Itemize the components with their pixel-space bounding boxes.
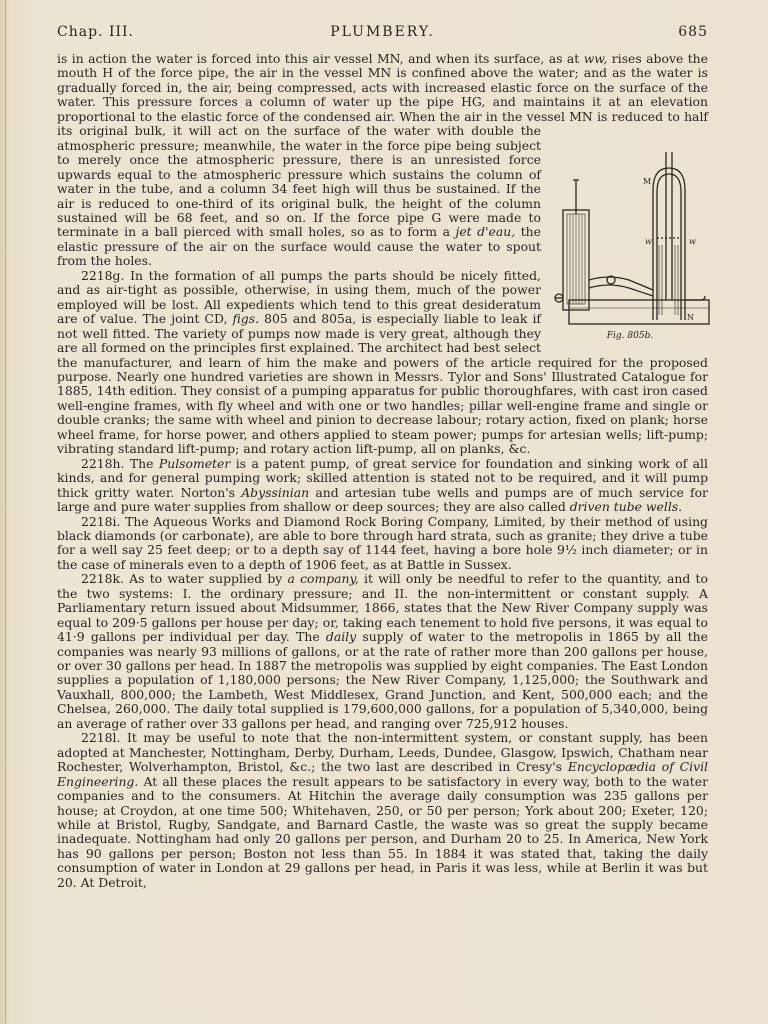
label-w-left: w (645, 237, 652, 247)
figure-caption: Fig. 805b. (606, 330, 654, 341)
label-w-right: w (689, 237, 696, 247)
running-header (57, 24, 708, 42)
paragraph-2218k: 2218k. As to water supplied by a company, it will only be needful to refer to the quantity, and to the two systems: I. the ordinary pressure; and II. the non-intermittent or constant supply. A Parliamentary return issued about Midsummer, 1866, states that the New River Company supply was equal to 209·5 gallons per house per day; or, taking each tenement to hold five persons, it was equal to 41·9 gallons per individual per day. The daily supply of water to the metropolis in 1865 by all the companies was nearly 93 millions of gallons, or at the rate of rather more than 200 gallons per house, or over 30 gallons per head. In 1887 the metropolis was supplied by eight companies. The East London supplies a population of 1,180,000 persons; the New River Company, 1,125,000; the Southwark and Vauxhall, 800,000; the Lambeth, West Middlesex, Grand Junction, and Kent, 500,000 each; and the Chelsea, 260,000. The daily total supplied is 179,600,000 gallons, for a population of 5,340,000, being an average of rather over 33 gallons per head, and ranging over 725,912 houses. (57, 571, 708, 731)
paragraph-2218i: 2218i. The Aqueous Works and Diamond Rock Boring Company, Limited, by their method of using black diamonds (or carbonate), are able to bore through hard strata, such as granite; they drive a tube for a well say 25 feet deep; or to a depth say of 1144 feet, having a bore hole 9½ inch diameter; or in the case of minerals even to a depth of 1906 feet, as at Battle in Sussex. (57, 513, 708, 572)
paragraph-2218l: 2218l. It may be useful to note that the non-intermittent system, or constant supply, has been adopted at Manchester, Nottingham, Derby, Durham, Leeds, Dundee, Glasgow, Ipswich, Chatham near Rochester, Wolverhampton, Bristol, &c.; the two last are described in Cresy's Encyclopædia of Civil Engineering. At all these places the result appears to be satisfactory in every way, both to the water companies and to the consumers. At Hitchin the average daily consumption was 235 gallons per house; at Croydon, at one time 500; Whitehaven, 250, or 50 per person; York about 200; Exeter, 120; while at Bristol, Rugby, Sandgate, and Barnard Castle, the waste was so great the supply became inadequate. Nottingham had only 20 gallons per person, and Durham 20 to 25. In America, New York has 90 gallons per person; Boston not less than 55. In 1884 it was stated that, taking the daily consumption of water in London at 29 gallons per head, in Paris it was less, while at Berlin it was but 20. At Detroit, (57, 730, 709, 890)
label-n: N (687, 313, 694, 323)
paragraph-2218h: 2218h. The Pulsometer is a patent pump, of great service for foundation and sinking work of all kinds, and for general pumping work; skilled attention is stated not to be required, and it will pump thick gritty water. Norton's Abyssinian and artesian tube wells and pumps are of much service for large and pure water supplies from shallow or deep sources; they are also called driven tube wells. (57, 455, 708, 515)
page-body (57, 52, 708, 890)
running-title: PLUMBERY. (330, 24, 435, 40)
gutter-edge (5, 0, 6, 1024)
page-number: 685 (678, 24, 708, 40)
chapter-label: Chap. III. (57, 24, 134, 40)
label-m: M (643, 177, 652, 187)
paragraph-2218g: 2218g. In the formation of all pumps the parts should be nicely fitted, and as air-tight as possible, otherwise, in using them, much of the power employed will be lost. All expedients which tend to this great desideratum are of value. The joint CD, figs. 805 and 805a, is especially liable to leak if not well fitted. The variety of pumps now made is very great, although they are all formed on the principles first explained. The architect had best select the manufacturer, and learn of him the make and powers of the article required for the proposed purpose. Nearly one hundred varieties are shown in Messrs. Tylor and Sons' Illustrated Catalogue for 1885, 14th edition. They consist of a pumping apparatus for public thoroughfares, with cast iron cased well-engine frames, with fly wheel and with one or two handles; pillar well-engine frame and single or double cranks; the same with wheel and pinion to decrease labour; rotary action, fixed on plank; horse wheel frame, for horse power, and others applied to steam power; pumps for artesian wells; lift-pump; vibrating standard lift-pump; and rotary action lift-pump, all on planks, &c. (57, 267, 708, 457)
pump-air-vessel-diagram (549, 150, 711, 330)
figure-805b (549, 150, 711, 342)
paragraph-air-vessel: is in action the water is forced into this air vessel MN, and when its surface, as at ww, rises above the mouth H of the force pipe, the air in the vessel MN is confined above the water; and as the water is gradually forced in, the air, being compressed, acts with increased elastic force on the surface of the water. This pressure forces a column of water up the pipe HG, and maintains it at an elevation proportional to the elastic force of the condensed air. When the air in the vessel MN is reduced to half its original bulk, it will act on the surface of the water M N w w Fig. 805b. with double the atmospheric pressure; meanwhile, the water in the force pipe being subject to merely once the atmospheric pressure, there is an unresisted force upwards equal to the atmospheric pressure which sustains the column of water in the tube, and a column 34 feet high will thus be sustained. If the air is reduced to one-third of its original bulk, the height of the column sustained will be 68 feet, and so on. If the force pipe G were made to terminate in a ball pierced with small holes, so as to form a jet d'eau, the elastic pressure of the air on the surface would cause the water to spout from the holes. (57, 52, 708, 269)
